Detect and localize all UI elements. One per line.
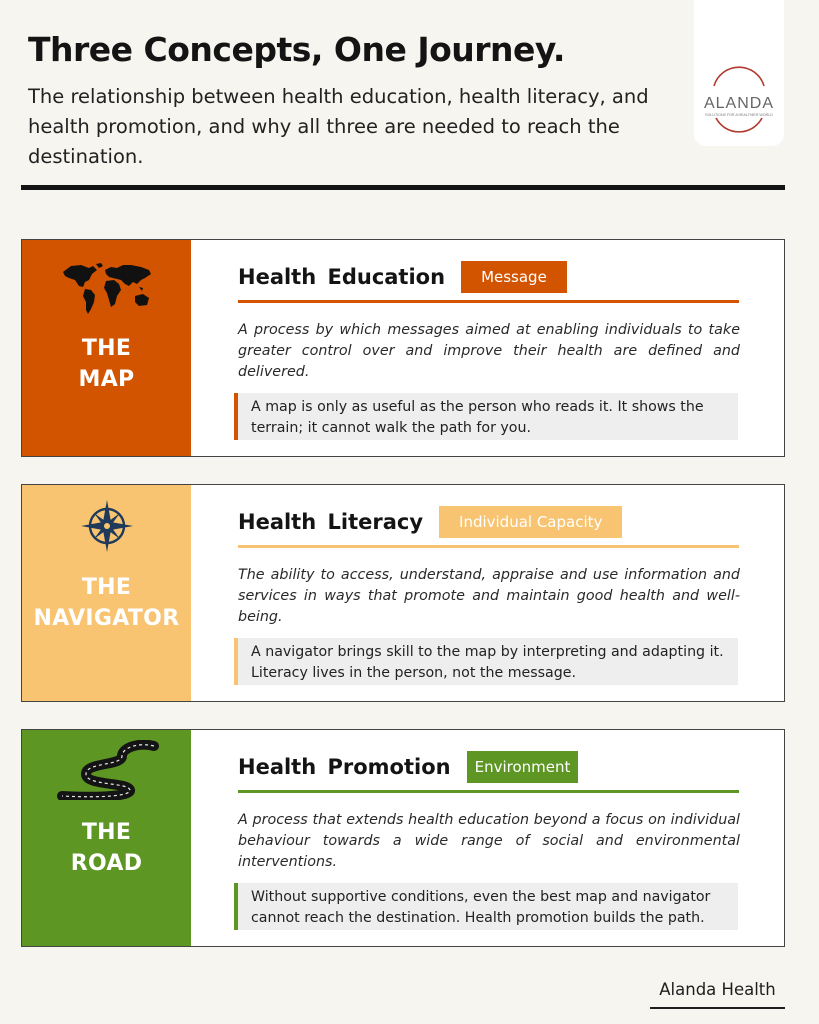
card-health-promotion — [21, 729, 785, 947]
card-label-line1: THE — [81, 820, 132, 845]
card-label-line2: MAP — [78, 367, 135, 392]
heading-underline — [238, 790, 739, 793]
concept-definition: The ability to access, understand, appraise and use information and services in ways that promote and maintain good health and well-being. — [238, 567, 740, 625]
heading-underline — [238, 300, 739, 303]
concept-note: A map is only as useful as the person who reads it. It shows the terrain; it cannot walk the path for you. — [234, 393, 738, 440]
page-title: Three Concepts, One Journey. — [28, 30, 565, 69]
compass-rose-icon — [80, 499, 134, 553]
card-content — [191, 485, 784, 701]
concept-note: Without supportive conditions, even the best map and navigator cannot reach the destination. Health promotion builds the path. — [234, 883, 738, 930]
page-subtitle: The relationship between health education, health literacy, and health promotion, and why all three are needed to reach the destination. — [28, 85, 649, 168]
concept-title: Health Literacy — [238, 510, 424, 534]
card-heading — [238, 260, 567, 294]
card-heading — [238, 505, 622, 539]
card-label-line2: ROAD — [70, 851, 143, 876]
card-side-navigator — [22, 485, 191, 701]
concept-tag: Environment — [467, 751, 579, 783]
card-label-line2: NAVIGATOR — [33, 606, 180, 631]
card-heading — [238, 750, 578, 784]
winding-road-icon — [52, 740, 162, 800]
concept-tag: Individual Capacity — [439, 506, 622, 538]
footer-underline — [650, 1007, 785, 1009]
card-label-line1: THE — [81, 575, 132, 600]
card-label-line1: THE — [81, 336, 132, 361]
alanda-logo — [694, 0, 784, 146]
concept-title: Health Education — [238, 265, 446, 289]
card-side-map — [22, 240, 191, 456]
card-health-education — [21, 239, 785, 457]
header-divider — [21, 185, 785, 190]
card-health-literacy — [21, 484, 785, 702]
card-side-road — [22, 730, 191, 946]
concept-title: Health Promotion — [238, 755, 451, 779]
concept-definition: A process by which messages aimed at enabling individuals to take greater control over and improve their health are defined and delivered. — [238, 322, 740, 380]
heading-underline — [238, 545, 739, 548]
concept-tag: Message — [461, 261, 567, 293]
footer-brand: Alanda Health — [659, 980, 776, 999]
svg-text:ALANDA: ALANDA — [703, 95, 775, 112]
svg-text:SOLUTIONS FOR A HEALTHIER WORL: SOLUTIONS FOR A HEALTHIER WORLD — [705, 113, 773, 117]
concept-note: A navigator brings skill to the map by interpreting and adapting it. Literacy lives in the person, not the message. — [234, 638, 738, 685]
alanda-logo-mark — [700, 66, 778, 136]
card-content — [191, 730, 784, 946]
concept-definition: A process that extends health education beyond a focus on individual behaviour towards a wide range of social and environmental interventions. — [238, 812, 740, 870]
card-content — [191, 240, 784, 456]
world-map-icon — [59, 260, 155, 316]
